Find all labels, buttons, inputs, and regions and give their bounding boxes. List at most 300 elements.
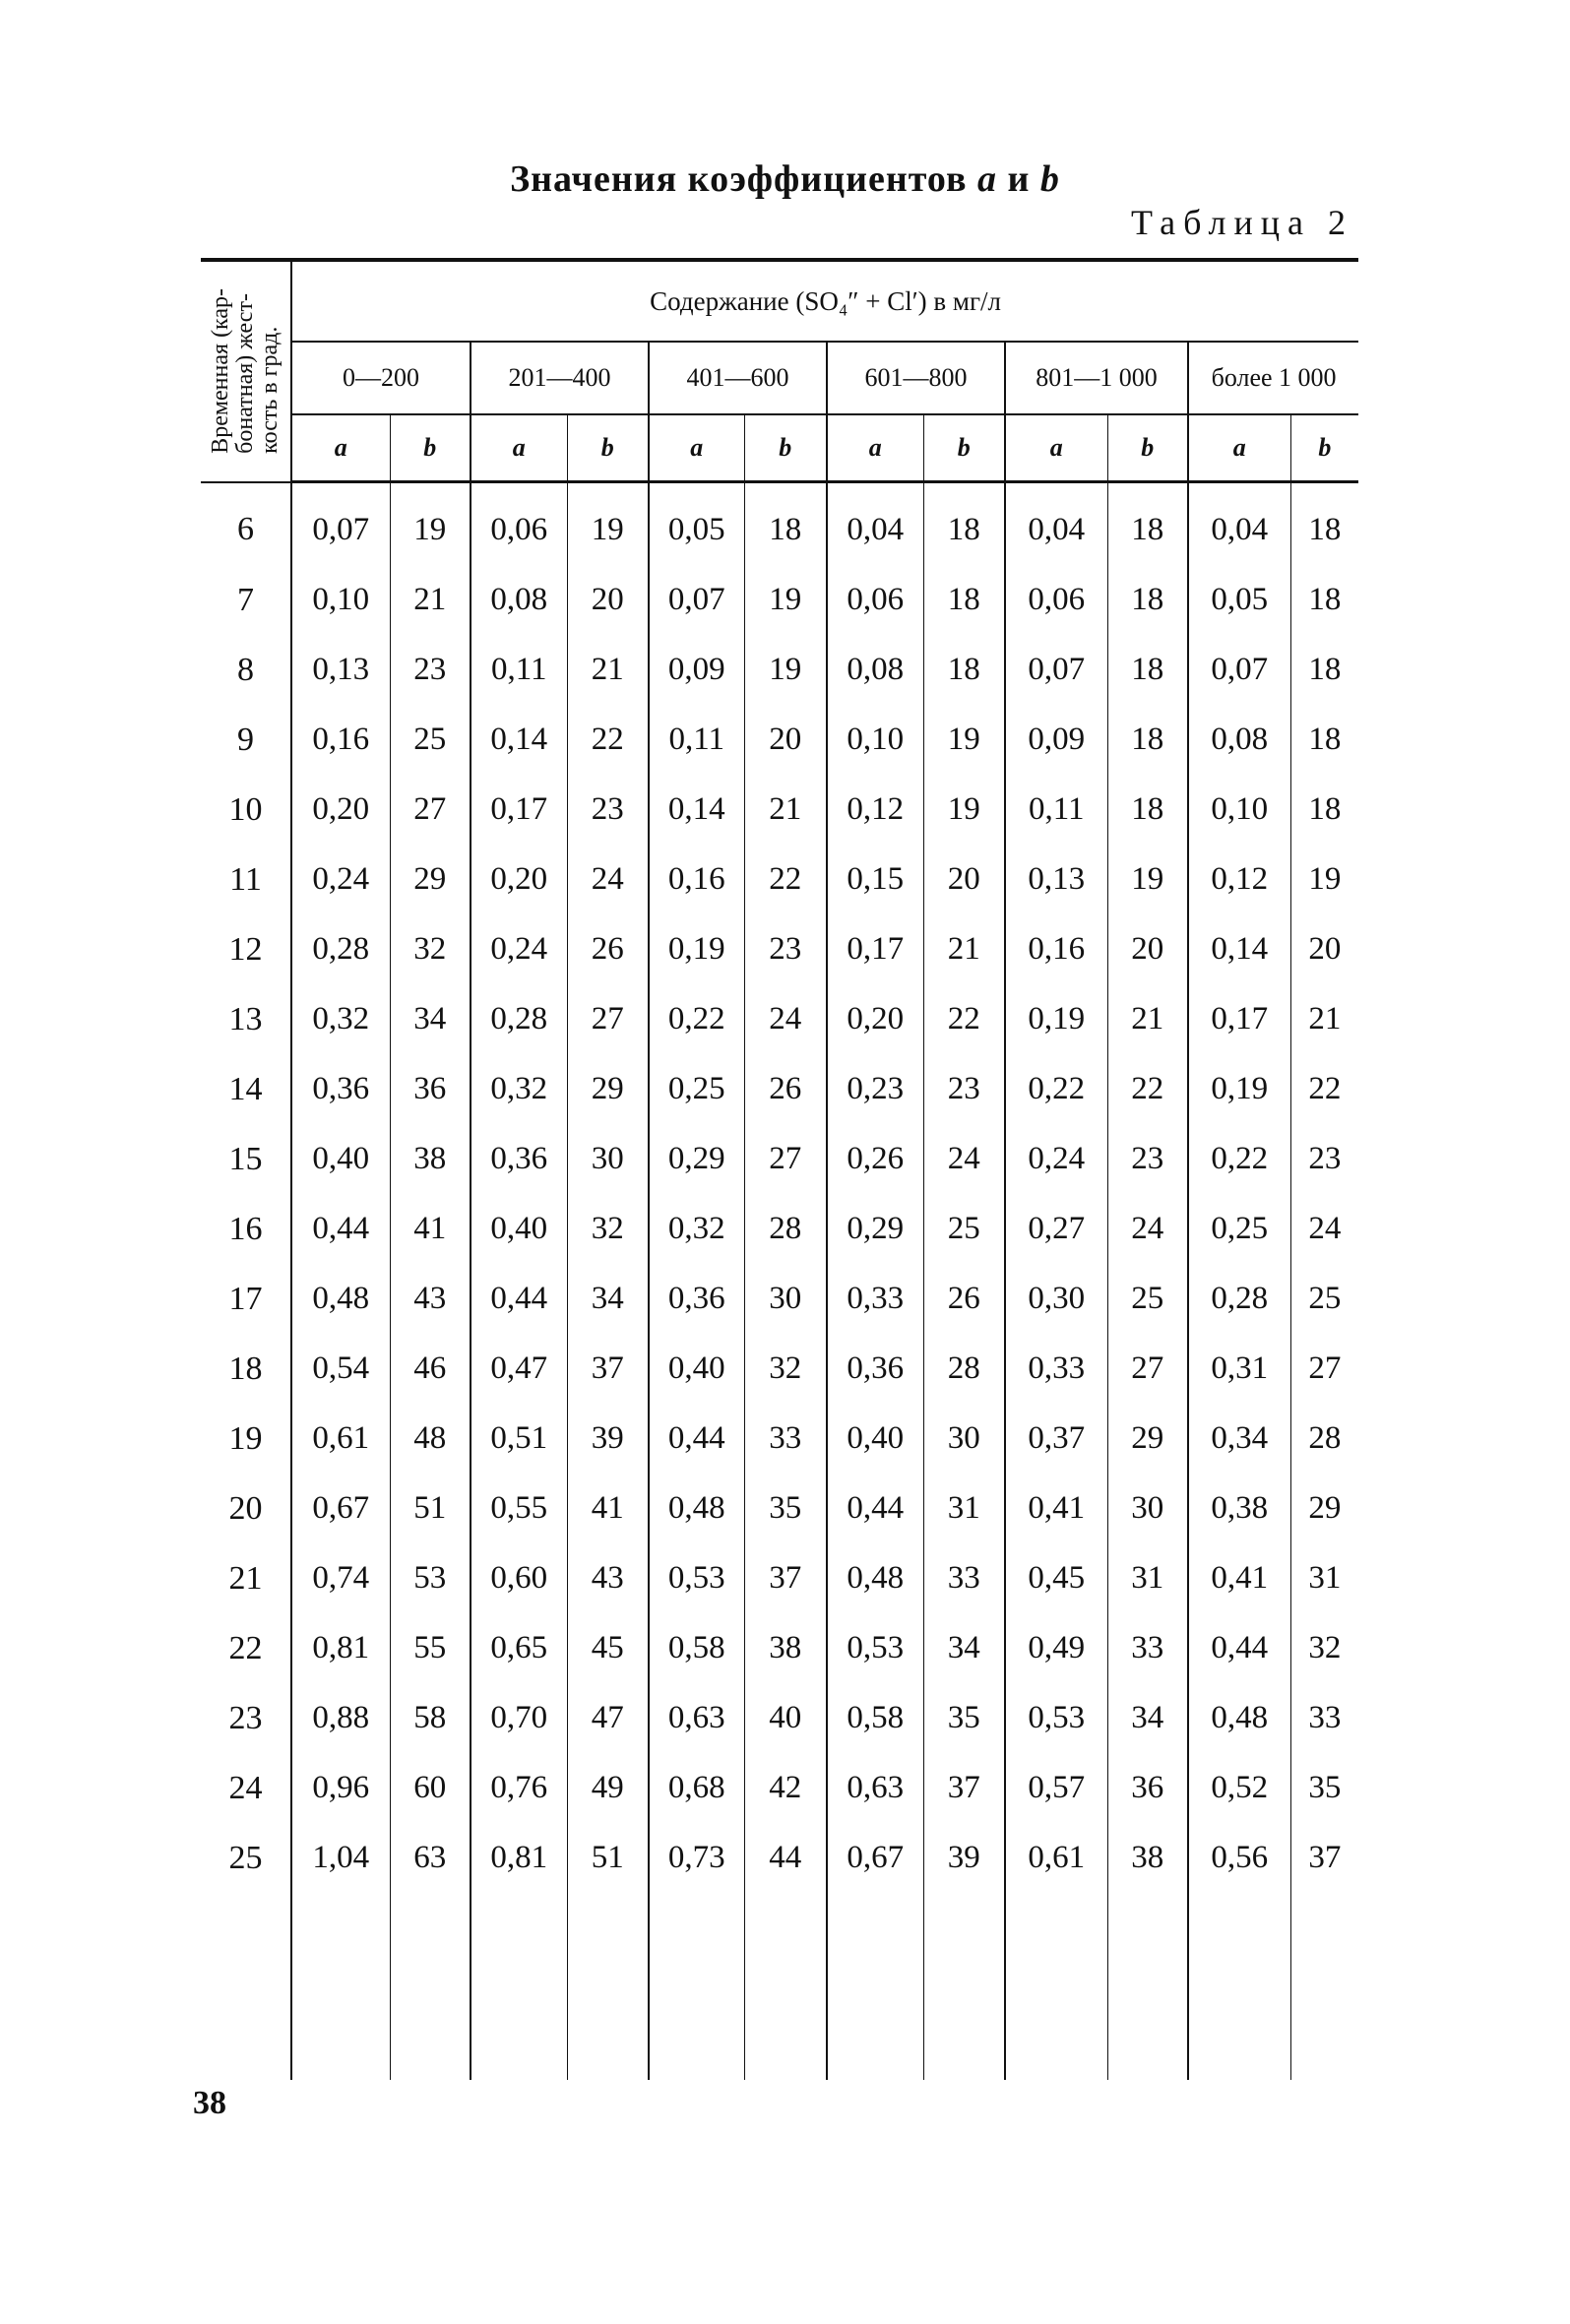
coef-a-cell: 0,17 [1188, 984, 1290, 1054]
hardness-cell: 20 [228, 1489, 263, 1527]
coef-a-cell: 0,04 [827, 482, 923, 566]
coef-a-cell: 0,68 [649, 1753, 744, 1823]
coef-a-cell: 0,36 [471, 1124, 567, 1194]
coef-a-cell: 0,63 [827, 1753, 923, 1823]
coef-a-cell: 0,20 [471, 845, 567, 914]
coef-b-cell: 22 [1107, 1054, 1188, 1124]
hardness-cell: 13 [228, 1000, 263, 1037]
table-row [201, 705, 1358, 775]
subheader-a: a [1005, 414, 1107, 482]
coef-a-cell: 0,19 [649, 914, 744, 984]
coef-b-cell: 21 [1107, 984, 1188, 1054]
coef-a-cell: 0,41 [1188, 1543, 1290, 1613]
coef-a-cell: 0,04 [1188, 482, 1290, 566]
group-header: Содержание (SO₄″ + Cl′) в мг/л [291, 260, 1358, 342]
hardness-cell: 24 [228, 1769, 263, 1806]
coef-a-cell: 0,15 [827, 845, 923, 914]
coef-a-cell: 0,16 [1005, 914, 1107, 984]
coef-b-cell: 40 [744, 1683, 827, 1753]
coef-a-cell: 0,05 [1188, 565, 1290, 635]
coef-a-cell: 0,19 [1005, 984, 1107, 1054]
coef-b-cell: 19 [390, 482, 471, 566]
coef-b-cell: 20 [1290, 914, 1358, 984]
coef-b-cell: 18 [1107, 635, 1188, 705]
coef-a-cell: 0,40 [649, 1334, 744, 1404]
coef-b-cell: 23 [744, 914, 827, 984]
coef-b-cell: 24 [1290, 1194, 1358, 1264]
table-row [201, 1543, 1358, 1613]
coef-b-cell: 32 [390, 914, 471, 984]
table-row [201, 1334, 1358, 1404]
coef-a-cell: 0,11 [471, 635, 567, 705]
coef-a-cell: 0,44 [649, 1404, 744, 1474]
coef-b-cell: 27 [567, 984, 649, 1054]
coef-a-cell: 0,07 [1005, 635, 1107, 705]
stub-header [201, 260, 291, 482]
coef-a-cell: 0,32 [291, 984, 390, 1054]
coef-a-cell: 0,47 [471, 1334, 567, 1404]
coef-a-cell: 0,40 [471, 1194, 567, 1264]
coef-b-cell: 43 [390, 1264, 471, 1334]
coef-a-cell: 0,26 [827, 1124, 923, 1194]
coef-a-cell: 0,30 [1005, 1264, 1107, 1334]
coef-b-cell: 18 [1107, 705, 1188, 775]
coef-a-cell: 0,81 [291, 1613, 390, 1683]
coef-b-cell: 25 [390, 705, 471, 775]
coef-b-cell: 37 [567, 1334, 649, 1404]
table-row [201, 1823, 1358, 1893]
subheader-b: b [1107, 414, 1188, 482]
coef-b-cell: 32 [744, 1334, 827, 1404]
subheader-b: b [744, 414, 827, 482]
filler-cell [471, 1893, 567, 2080]
coef-a-cell: 0,32 [471, 1054, 567, 1124]
coef-b-cell: 20 [567, 565, 649, 635]
coef-b-cell: 23 [1107, 1124, 1188, 1194]
coef-b-cell: 19 [567, 482, 649, 566]
filler-cell [1188, 1893, 1290, 2080]
coef-b-cell: 33 [923, 1543, 1005, 1613]
filler-cell [1005, 1893, 1107, 2080]
title-conjunction: и [1007, 158, 1031, 200]
coef-b-cell: 18 [1107, 775, 1188, 845]
coef-a-cell: 0,74 [291, 1543, 390, 1613]
table-row [201, 482, 1358, 566]
coef-b-cell: 19 [744, 635, 827, 705]
coef-a-cell: 0,28 [1188, 1264, 1290, 1334]
coef-b-cell: 39 [923, 1823, 1005, 1893]
filler-cell [291, 1893, 390, 2080]
coef-b-cell: 46 [390, 1334, 471, 1404]
coef-b-cell: 36 [1107, 1753, 1188, 1823]
range-header: 201—400 [471, 342, 649, 414]
coef-b-cell: 21 [923, 914, 1005, 984]
coef-a-cell: 0,58 [827, 1683, 923, 1753]
table-row [201, 845, 1358, 914]
coef-a-cell: 0,36 [827, 1334, 923, 1404]
coef-a-cell: 0,31 [1188, 1334, 1290, 1404]
table-row [201, 635, 1358, 705]
coef-b-cell: 20 [923, 845, 1005, 914]
coef-a-cell: 0,08 [1188, 705, 1290, 775]
filler-row [201, 1893, 1358, 2080]
coef-b-cell: 22 [567, 705, 649, 775]
coef-b-cell: 31 [1107, 1543, 1188, 1613]
coef-b-cell: 22 [1290, 1054, 1358, 1124]
coef-a-cell: 0,06 [827, 565, 923, 635]
coef-a-cell: 0,56 [1188, 1823, 1290, 1893]
coef-b-cell: 41 [390, 1194, 471, 1264]
coef-a-cell: 0,09 [649, 635, 744, 705]
coef-a-cell: 0,33 [1005, 1334, 1107, 1404]
hardness-cell: 10 [228, 790, 263, 828]
coef-a-cell: 0,55 [471, 1474, 567, 1543]
coef-b-cell: 34 [923, 1613, 1005, 1683]
coef-b-cell: 19 [744, 565, 827, 635]
coef-b-cell: 38 [1107, 1823, 1188, 1893]
coef-b-cell: 18 [923, 565, 1005, 635]
coef-a-cell: 0,10 [291, 565, 390, 635]
coef-a-cell: 0,10 [1188, 775, 1290, 845]
coef-b-cell: 23 [1290, 1124, 1358, 1194]
coef-a-cell: 0,70 [471, 1683, 567, 1753]
coef-b-cell: 24 [923, 1124, 1005, 1194]
coef-b-cell: 33 [1290, 1683, 1358, 1753]
coef-a-cell: 0,06 [471, 482, 567, 566]
coef-b-cell: 63 [390, 1823, 471, 1893]
page-number: 38 [193, 2085, 226, 2121]
coef-b-cell: 30 [923, 1404, 1005, 1474]
coef-b-cell: 37 [923, 1753, 1005, 1823]
coef-b-cell: 28 [1290, 1404, 1358, 1474]
table-row [201, 914, 1358, 984]
coef-a-cell: 0,05 [649, 482, 744, 566]
coef-a-cell: 0,23 [827, 1054, 923, 1124]
coef-b-cell: 25 [923, 1194, 1005, 1264]
hardness-cell: 8 [237, 651, 254, 688]
hardness-cell: 14 [228, 1070, 263, 1107]
coefficients-table [201, 258, 1358, 2080]
coef-a-cell: 0,09 [1005, 705, 1107, 775]
subheader-a: a [649, 414, 744, 482]
coef-a-cell: 0,44 [827, 1474, 923, 1543]
table-body [201, 482, 1358, 2081]
coef-b-cell: 51 [567, 1823, 649, 1893]
filler-cell [390, 1893, 471, 2080]
subheader-a: a [291, 414, 390, 482]
coef-b-cell: 33 [1107, 1613, 1188, 1683]
coef-b-cell: 35 [923, 1683, 1005, 1753]
coef-a-cell: 0,73 [649, 1823, 744, 1893]
title-symbol-a: a [977, 158, 997, 200]
hardness-cell: 17 [228, 1280, 263, 1317]
coef-b-cell: 33 [744, 1404, 827, 1474]
coef-a-cell: 0,29 [649, 1124, 744, 1194]
coef-b-cell: 18 [1107, 482, 1188, 566]
coef-b-cell: 53 [390, 1543, 471, 1613]
subheader-a: a [827, 414, 923, 482]
stub-header-line: бонатная) жест- [232, 293, 258, 455]
coef-b-cell: 23 [567, 775, 649, 845]
hardness-cell: 23 [228, 1699, 263, 1736]
hardness-cell: 7 [237, 581, 254, 618]
coef-a-cell: 0,76 [471, 1753, 567, 1823]
filler-cell [649, 1893, 744, 2080]
coef-b-cell: 30 [1107, 1474, 1188, 1543]
coef-a-cell: 0,08 [827, 635, 923, 705]
range-header: 601—800 [827, 342, 1005, 414]
table-row [201, 1404, 1358, 1474]
hardness-cell: 16 [228, 1210, 263, 1247]
hardness-cell: 21 [228, 1559, 263, 1597]
coef-a-cell: 0,27 [1005, 1194, 1107, 1264]
subheader-b: b [923, 414, 1005, 482]
coef-b-cell: 27 [390, 775, 471, 845]
coef-b-cell: 43 [567, 1543, 649, 1613]
coef-b-cell: 19 [923, 775, 1005, 845]
coef-a-cell: 0,44 [471, 1264, 567, 1334]
coef-a-cell: 0,41 [1005, 1474, 1107, 1543]
subheader-b: b [567, 414, 649, 482]
coef-b-cell: 29 [1107, 1404, 1188, 1474]
coef-b-cell: 35 [744, 1474, 827, 1543]
coef-a-cell: 0,19 [1188, 1054, 1290, 1124]
filler-cell [1290, 1893, 1358, 2080]
hardness-cell: 11 [229, 860, 262, 898]
coef-a-cell: 0,49 [1005, 1613, 1107, 1683]
stub-header-line: кость в град. [257, 326, 283, 455]
coef-a-cell: 0,88 [291, 1683, 390, 1753]
hardness-cell: 19 [228, 1419, 263, 1457]
coef-b-cell: 58 [390, 1683, 471, 1753]
coef-a-cell: 0,37 [1005, 1404, 1107, 1474]
coef-b-cell: 23 [923, 1054, 1005, 1124]
coef-a-cell: 0,40 [827, 1404, 923, 1474]
coef-b-cell: 21 [744, 775, 827, 845]
coef-b-cell: 18 [1290, 482, 1358, 566]
coef-a-cell: 0,24 [291, 845, 390, 914]
table-row [201, 775, 1358, 845]
table-row [201, 1264, 1358, 1334]
subheader-a: a [471, 414, 567, 482]
coef-b-cell: 24 [567, 845, 649, 914]
coef-a-cell: 0,58 [649, 1613, 744, 1683]
coef-b-cell: 36 [390, 1054, 471, 1124]
coef-b-cell: 24 [1107, 1194, 1188, 1264]
filler-cell [201, 1893, 291, 2080]
coef-b-cell: 39 [567, 1404, 649, 1474]
coef-b-cell: 49 [567, 1753, 649, 1823]
coef-b-cell: 30 [744, 1264, 827, 1334]
coef-b-cell: 29 [567, 1054, 649, 1124]
coef-a-cell: 0,22 [649, 984, 744, 1054]
coef-a-cell: 0,20 [827, 984, 923, 1054]
coef-b-cell: 34 [1107, 1683, 1188, 1753]
table-row [201, 1613, 1358, 1683]
table-row [201, 1054, 1358, 1124]
filler-cell [744, 1893, 827, 2080]
coef-b-cell: 18 [744, 482, 827, 566]
coef-a-cell: 0,61 [291, 1404, 390, 1474]
title-text: Значения коэффициентов [510, 158, 968, 200]
filler-cell [567, 1893, 649, 2080]
coef-a-cell: 0,32 [649, 1194, 744, 1264]
coef-a-cell: 0,17 [471, 775, 567, 845]
coef-b-cell: 20 [744, 705, 827, 775]
coef-a-cell: 0,48 [1188, 1683, 1290, 1753]
coef-a-cell: 0,25 [1188, 1194, 1290, 1264]
coef-a-cell: 0,22 [1188, 1124, 1290, 1194]
hardness-cell: 18 [228, 1350, 263, 1387]
coef-b-cell: 41 [567, 1474, 649, 1543]
coef-b-cell: 31 [1290, 1543, 1358, 1613]
coef-b-cell: 44 [744, 1823, 827, 1893]
coef-a-cell: 0,48 [291, 1264, 390, 1334]
table-row [201, 565, 1358, 635]
coef-a-cell: 0,22 [1005, 1054, 1107, 1124]
coef-a-cell: 0,67 [827, 1823, 923, 1893]
coef-b-cell: 26 [923, 1264, 1005, 1334]
coef-b-cell: 27 [744, 1124, 827, 1194]
table-row [201, 1194, 1358, 1264]
coef-a-cell: 0,40 [291, 1124, 390, 1194]
coef-b-cell: 38 [744, 1613, 827, 1683]
coef-a-cell: 0,20 [291, 775, 390, 845]
coef-a-cell: 0,14 [471, 705, 567, 775]
coef-a-cell: 0,24 [471, 914, 567, 984]
coef-b-cell: 24 [744, 984, 827, 1054]
filler-cell [1107, 1893, 1188, 2080]
table-row [201, 1753, 1358, 1823]
coef-a-cell: 0,04 [1005, 482, 1107, 566]
coef-a-cell: 0,11 [649, 705, 744, 775]
stub-header-line: Временная (кар- [208, 288, 233, 455]
table-row [201, 984, 1358, 1054]
table-row [201, 1683, 1358, 1753]
coef-b-cell: 20 [1107, 914, 1188, 984]
coef-b-cell: 47 [567, 1683, 649, 1753]
coef-a-cell: 0,13 [291, 635, 390, 705]
coef-b-cell: 27 [1290, 1334, 1358, 1404]
coef-b-cell: 21 [390, 565, 471, 635]
range-header: более 1 000 [1188, 342, 1358, 414]
coef-a-cell: 0,07 [291, 482, 390, 566]
coef-a-cell: 0,06 [1005, 565, 1107, 635]
coef-a-cell: 0,11 [1005, 775, 1107, 845]
hardness-cell: 22 [228, 1629, 263, 1666]
coef-b-cell: 51 [390, 1474, 471, 1543]
coef-a-cell: 0,48 [827, 1543, 923, 1613]
hardness-cell: 25 [228, 1839, 263, 1876]
coef-a-cell: 0,52 [1188, 1753, 1290, 1823]
coef-b-cell: 19 [923, 705, 1005, 775]
coef-b-cell: 18 [1290, 705, 1358, 775]
coef-b-cell: 29 [1290, 1474, 1358, 1543]
coef-a-cell: 0,14 [1188, 914, 1290, 984]
table-row [201, 1124, 1358, 1194]
coef-b-cell: 25 [1290, 1264, 1358, 1334]
coef-a-cell: 0,65 [471, 1613, 567, 1683]
coef-b-cell: 22 [744, 845, 827, 914]
coef-b-cell: 18 [1290, 635, 1358, 705]
coef-a-cell: 0,61 [1005, 1823, 1107, 1893]
coef-b-cell: 18 [1107, 565, 1188, 635]
coef-a-cell: 0,16 [649, 845, 744, 914]
coef-a-cell: 0,63 [649, 1683, 744, 1753]
coef-b-cell: 37 [1290, 1823, 1358, 1893]
coef-b-cell: 38 [390, 1124, 471, 1194]
hardness-cell: 12 [228, 930, 263, 968]
coef-a-cell: 0,07 [649, 565, 744, 635]
coef-b-cell: 32 [567, 1194, 649, 1264]
coef-b-cell: 32 [1290, 1613, 1358, 1683]
coef-a-cell: 0,28 [471, 984, 567, 1054]
coef-a-cell: 0,96 [291, 1753, 390, 1823]
coef-b-cell: 25 [1107, 1264, 1188, 1334]
coef-b-cell: 21 [1290, 984, 1358, 1054]
coef-a-cell: 0,08 [471, 565, 567, 635]
coef-b-cell: 19 [1290, 845, 1358, 914]
subheader-b: b [1290, 414, 1358, 482]
coef-a-cell: 0,53 [1005, 1683, 1107, 1753]
coef-a-cell: 0,36 [649, 1264, 744, 1334]
coef-b-cell: 26 [744, 1054, 827, 1124]
coef-b-cell: 45 [567, 1613, 649, 1683]
range-header: 0—200 [291, 342, 471, 414]
coef-b-cell: 26 [567, 914, 649, 984]
coef-a-cell: 0,13 [1005, 845, 1107, 914]
coef-b-cell: 27 [1107, 1334, 1188, 1404]
coef-b-cell: 18 [1290, 775, 1358, 845]
coef-a-cell: 0,25 [649, 1054, 744, 1124]
coef-b-cell: 42 [744, 1753, 827, 1823]
coef-b-cell: 18 [923, 482, 1005, 566]
coef-b-cell: 23 [390, 635, 471, 705]
coef-a-cell: 0,45 [1005, 1543, 1107, 1613]
coef-a-cell: 0,54 [291, 1334, 390, 1404]
hardness-cell: 6 [237, 511, 254, 548]
subheader-a: a [1188, 414, 1290, 482]
coef-a-cell: 0,28 [291, 914, 390, 984]
coef-a-cell: 0,57 [1005, 1753, 1107, 1823]
coef-a-cell: 0,44 [1188, 1613, 1290, 1683]
coef-b-cell: 60 [390, 1753, 471, 1823]
coef-a-cell: 0,10 [827, 705, 923, 775]
coef-b-cell: 18 [1290, 565, 1358, 635]
coef-a-cell: 0,51 [471, 1404, 567, 1474]
table-row [201, 1474, 1358, 1543]
coef-a-cell: 0,67 [291, 1474, 390, 1543]
coef-a-cell: 1,04 [291, 1823, 390, 1893]
coef-b-cell: 18 [923, 635, 1005, 705]
coef-a-cell: 0,53 [649, 1543, 744, 1613]
coef-b-cell: 28 [923, 1334, 1005, 1404]
range-header: 401—600 [649, 342, 827, 414]
coef-a-cell: 0,16 [291, 705, 390, 775]
coef-b-cell: 31 [923, 1474, 1005, 1543]
coef-a-cell: 0,17 [827, 914, 923, 984]
coef-a-cell: 0,12 [827, 775, 923, 845]
subheader-b: b [390, 414, 471, 482]
title-symbol-b: b [1039, 158, 1060, 200]
coef-b-cell: 55 [390, 1613, 471, 1683]
coef-b-cell: 29 [390, 845, 471, 914]
coef-a-cell: 0,36 [291, 1054, 390, 1124]
hardness-cell: 15 [228, 1140, 263, 1177]
coef-b-cell: 19 [1107, 845, 1188, 914]
coef-b-cell: 48 [390, 1404, 471, 1474]
coef-b-cell: 34 [567, 1264, 649, 1334]
